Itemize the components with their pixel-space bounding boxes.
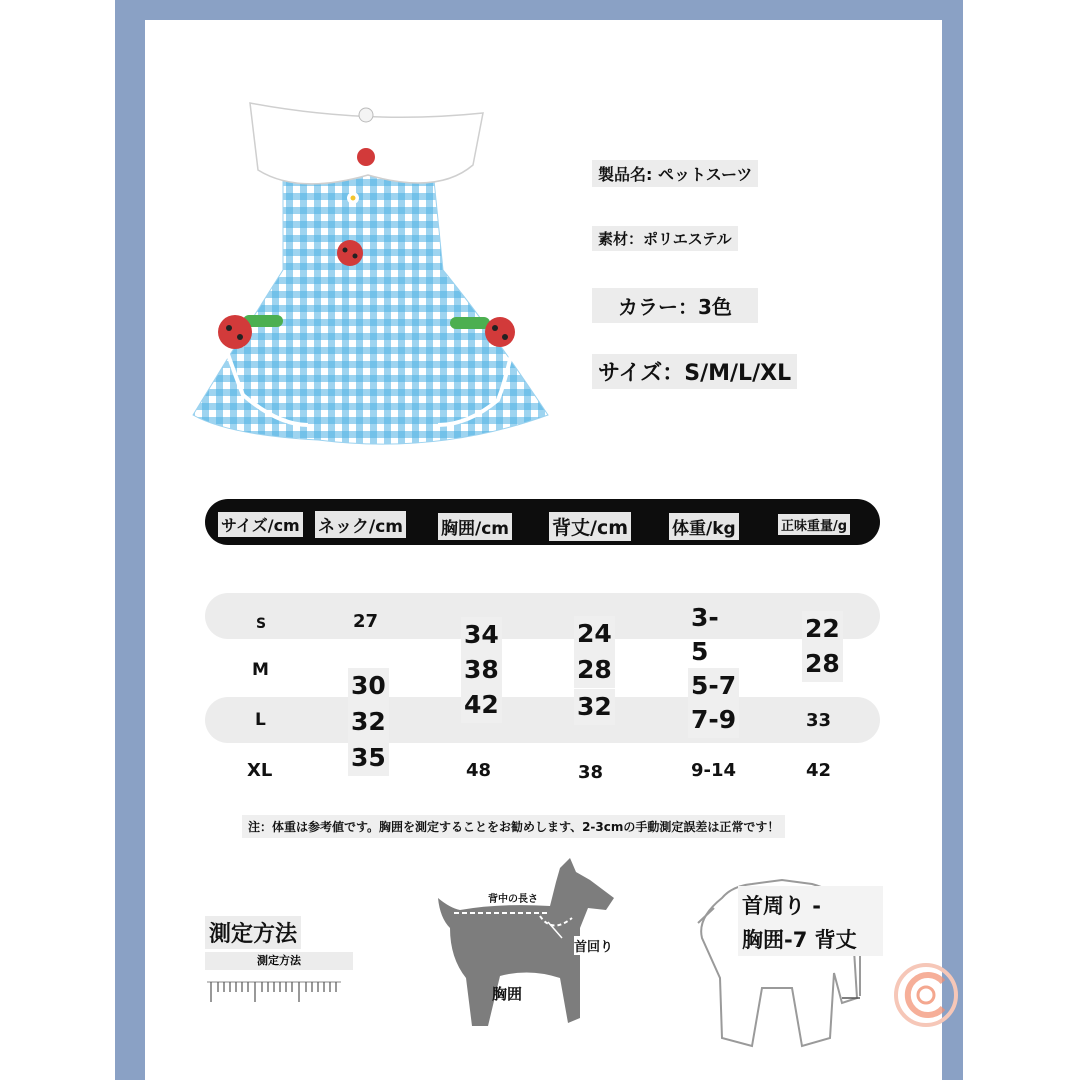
ladybug-collar [357, 148, 375, 166]
measure-subtitle: 測定方法 [205, 952, 353, 970]
outer-margin-left [0, 0, 115, 1080]
row-band-l [205, 697, 880, 743]
measure-title: 測定方法 [205, 916, 301, 949]
weight-s-line2: 5 [691, 637, 709, 666]
dog-back-length-label: 背中の長さ [488, 894, 538, 905]
neck-m: 30 [348, 668, 389, 704]
product-name: 製品名: ペットスーツ [592, 160, 758, 187]
net-weight-l: 33 [806, 710, 832, 731]
weight-s-line1: 3- [691, 603, 719, 632]
chest-s: 34 [461, 617, 502, 653]
outer-margin-right [963, 0, 1080, 1080]
chest-l: 42 [461, 687, 502, 723]
neck-xl: 35 [348, 740, 389, 776]
neck-l: 32 [348, 704, 389, 740]
neck-s: 27 [353, 611, 379, 632]
ruler-icon [205, 978, 343, 1008]
garment-label-line2: 胸囲-7 背丈 [742, 928, 857, 952]
garment-label-line1: 首周り - [742, 894, 822, 918]
header-weight: 体重/kg [669, 513, 739, 540]
size-l: L [255, 710, 266, 730]
product-color: カラー：3色 [592, 288, 758, 323]
header-chest: 胸囲/cm [438, 513, 512, 540]
dress-image [188, 95, 558, 450]
product-sizes: サイズ：S/M/L/XL [592, 354, 797, 389]
chest-xl: 48 [466, 760, 492, 781]
net-weight-s: 22 [802, 611, 843, 647]
measurement-note: 注：体重は参考値です。胸囲を測定することをお勧めします、2-3cmの手動測定誤差は正常です！ [242, 815, 785, 838]
back-l: 32 [574, 689, 615, 725]
header-back: 背丈/cm [549, 512, 631, 541]
header-net-weight: 正味重量/g [778, 514, 850, 535]
weight-m: 5-7 [688, 668, 739, 704]
size-xl: XL [247, 760, 273, 781]
row-band-s [205, 593, 880, 639]
size-m: M [252, 660, 269, 680]
watermark-logo-icon [893, 962, 959, 1028]
back-xl: 38 [578, 762, 604, 783]
chest-m: 38 [461, 652, 502, 688]
header-size: サイズ/cm [218, 512, 303, 537]
net-weight-xl: 42 [806, 760, 832, 781]
back-s: 24 [574, 616, 615, 652]
weight-l: 7-9 [688, 702, 739, 738]
dog-neck-label: 首回り [574, 936, 613, 955]
header-neck: ネック/cm [315, 511, 406, 538]
size-s: S [256, 616, 267, 632]
ladybug-chest [337, 240, 363, 266]
flower [347, 192, 359, 204]
dog-chest-label: 胸囲 [492, 985, 523, 1003]
back-m: 28 [574, 652, 615, 688]
net-weight-m: 28 [802, 646, 843, 682]
product-material: 素材：ポリエステル [592, 226, 738, 251]
weight-xl: 9-14 [691, 760, 737, 781]
